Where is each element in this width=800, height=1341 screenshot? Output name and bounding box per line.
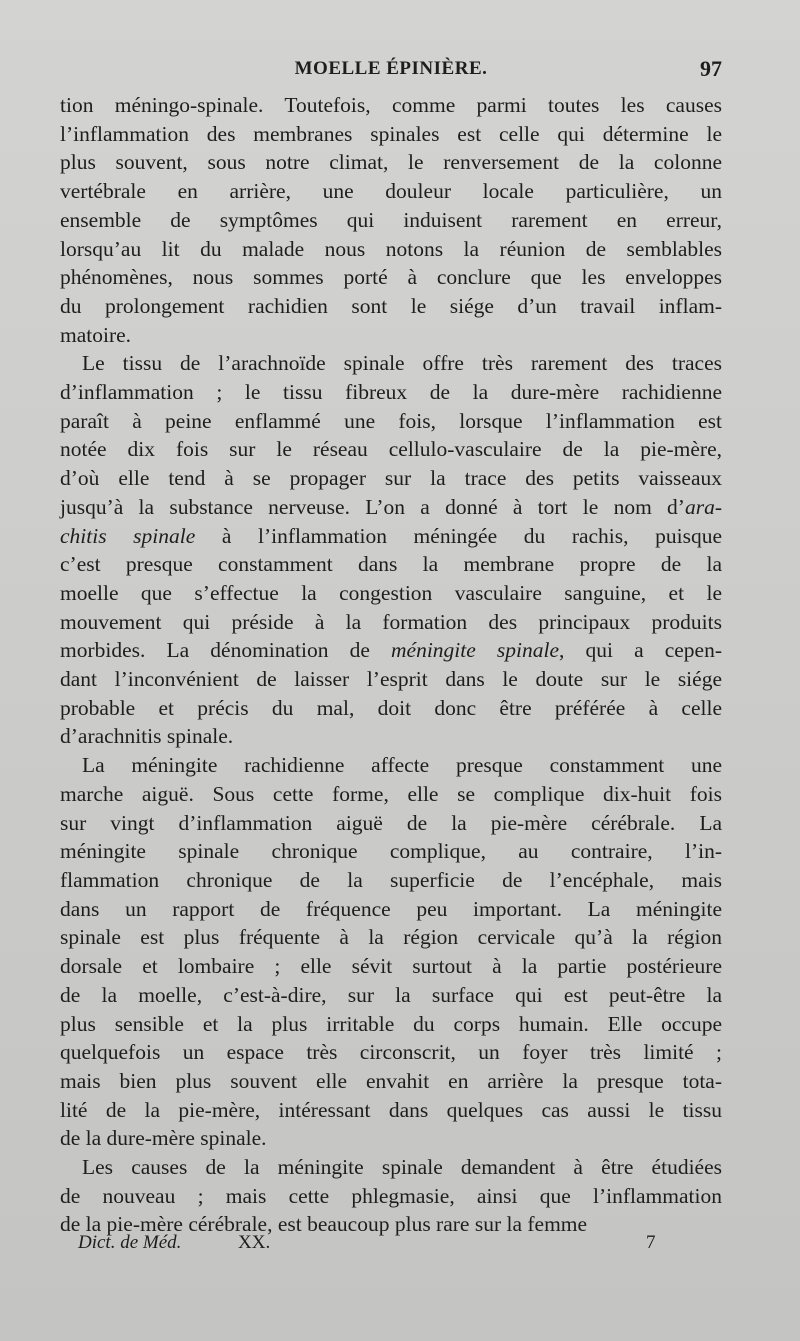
text-line: phénomènes, nous sommes porté à conclure que les enveloppes — [60, 265, 722, 290]
text-line: paraît à peine enflammé une fois, lorsque l’inflammation est — [60, 408, 722, 433]
text-line: matoire. — [60, 322, 132, 347]
page-number: 97 — [700, 56, 722, 81]
text-line: lité de la pie-mère, intéressant dans quelques cas aussi le tissu — [60, 1097, 722, 1122]
text-line: probable et précis du mal, doit donc être préférée à celle — [60, 695, 722, 720]
text-line: du prolongement rachidien sont le siége d’un travail inflam- — [60, 293, 722, 318]
text-line: Le tissu de l’arachnoïde spinale offre très rarement des traces — [82, 351, 722, 376]
text-line: de la moelle, c’est-à-dire, sur la surface qui est peut-être la — [60, 982, 722, 1007]
text-line: de la pie-mère cérébrale, est beaucoup plus rare sur la femme — [60, 1212, 588, 1237]
text-line: Les causes de la méningite spinale demandent à être étudiées — [82, 1155, 722, 1180]
text-line: flammation chronique de la superficie de l’encéphale, mais — [60, 867, 722, 892]
running-head — [60, 58, 722, 88]
text-line: moelle que s’effectue la congestion vasculaire sanguine, et le — [60, 580, 722, 605]
body-text — [60, 91, 722, 1239]
text-line: méningite spinale chronique complique, au contraire, l’in- — [60, 839, 722, 864]
text-line: ensemble de symptômes qui induisent rarement en erreur, — [60, 207, 722, 232]
text-line: de nouveau ; mais cette phlegmasie, ainsi que l’inflammation — [60, 1183, 722, 1208]
text-line: d’inflammation ; le tissu fibreux de la dure-mère rachidienne — [60, 380, 722, 405]
text-line: dans un rapport de fréquence peu important. La méningite — [60, 896, 722, 921]
text-line: quelquefois un espace très circonscrit, un foyer très limité ; — [60, 1040, 722, 1065]
text-line: dant l’inconvénient de laisser l’esprit dans le doute sur le siége — [60, 667, 722, 692]
text-line: dorsale et lombaire ; elle sévit surtout à la partie postérieure — [60, 954, 722, 979]
text-line: morbides. La dénomination de méningite spinale, qui a cepen- — [60, 638, 723, 663]
text-line: jusqu’à la substance nerveuse. L’on a donné à tort le nom d’ara- — [60, 494, 722, 519]
text-line: plus sensible et la plus irritable du corps humain. Elle occupe — [60, 1011, 722, 1036]
text-line: tion méningo-spinale. Toutefois, comme parmi toutes les causes — [60, 93, 722, 117]
text-line: chitis spinale à l’inflammation méningée du rachis, puisque — [60, 523, 722, 548]
running-title: MOELLE ÉPINIÈRE. — [294, 58, 488, 79]
text-line: marche aiguë. Sous cette forme, elle se complique dix-huit fois — [60, 781, 722, 806]
page-footer — [60, 1232, 722, 1262]
text-line: d’où elle tend à se propager sur la trace des petits vaisseaux — [60, 466, 722, 491]
text-line: vertébrale en arrière, une douleur locale particulière, un — [60, 179, 722, 204]
text-line: notée dix fois sur le réseau cellulo-vasculaire de la pie-mère, — [60, 437, 722, 462]
footer-sheet-number: 7 — [646, 1232, 656, 1253]
text-line: lorsqu’au lit du malade nous notons la réunion de semblables — [60, 236, 722, 261]
text-line: de la dure-mère spinale. — [60, 1126, 267, 1151]
text-line: mais bien plus souvent elle envahit en arrière la presque tota- — [60, 1068, 722, 1093]
text-line: d’arachnitis spinale. — [60, 724, 234, 749]
text-line: La méningite rachidienne affecte presque constamment une — [82, 753, 722, 778]
text-line: plus souvent, sous notre climat, le renversement de la colonne — [60, 150, 722, 175]
text-line: sur vingt d’inflammation aiguë de la pie-mère cérébrale. La — [60, 810, 722, 835]
footer-signature: Dict. de Méd. — [78, 1232, 182, 1253]
footer-volume: XX. — [238, 1232, 271, 1253]
text-line: mouvement qui préside à la formation des principaux produits — [60, 609, 722, 634]
text-line: l’inflammation des membranes spinales est celle qui détermine le — [60, 121, 722, 146]
text-line: c’est presque constamment dans la membrane propre de la — [60, 552, 722, 577]
text-line: spinale est plus fréquente à la région cervicale qu’à la région — [60, 925, 722, 950]
